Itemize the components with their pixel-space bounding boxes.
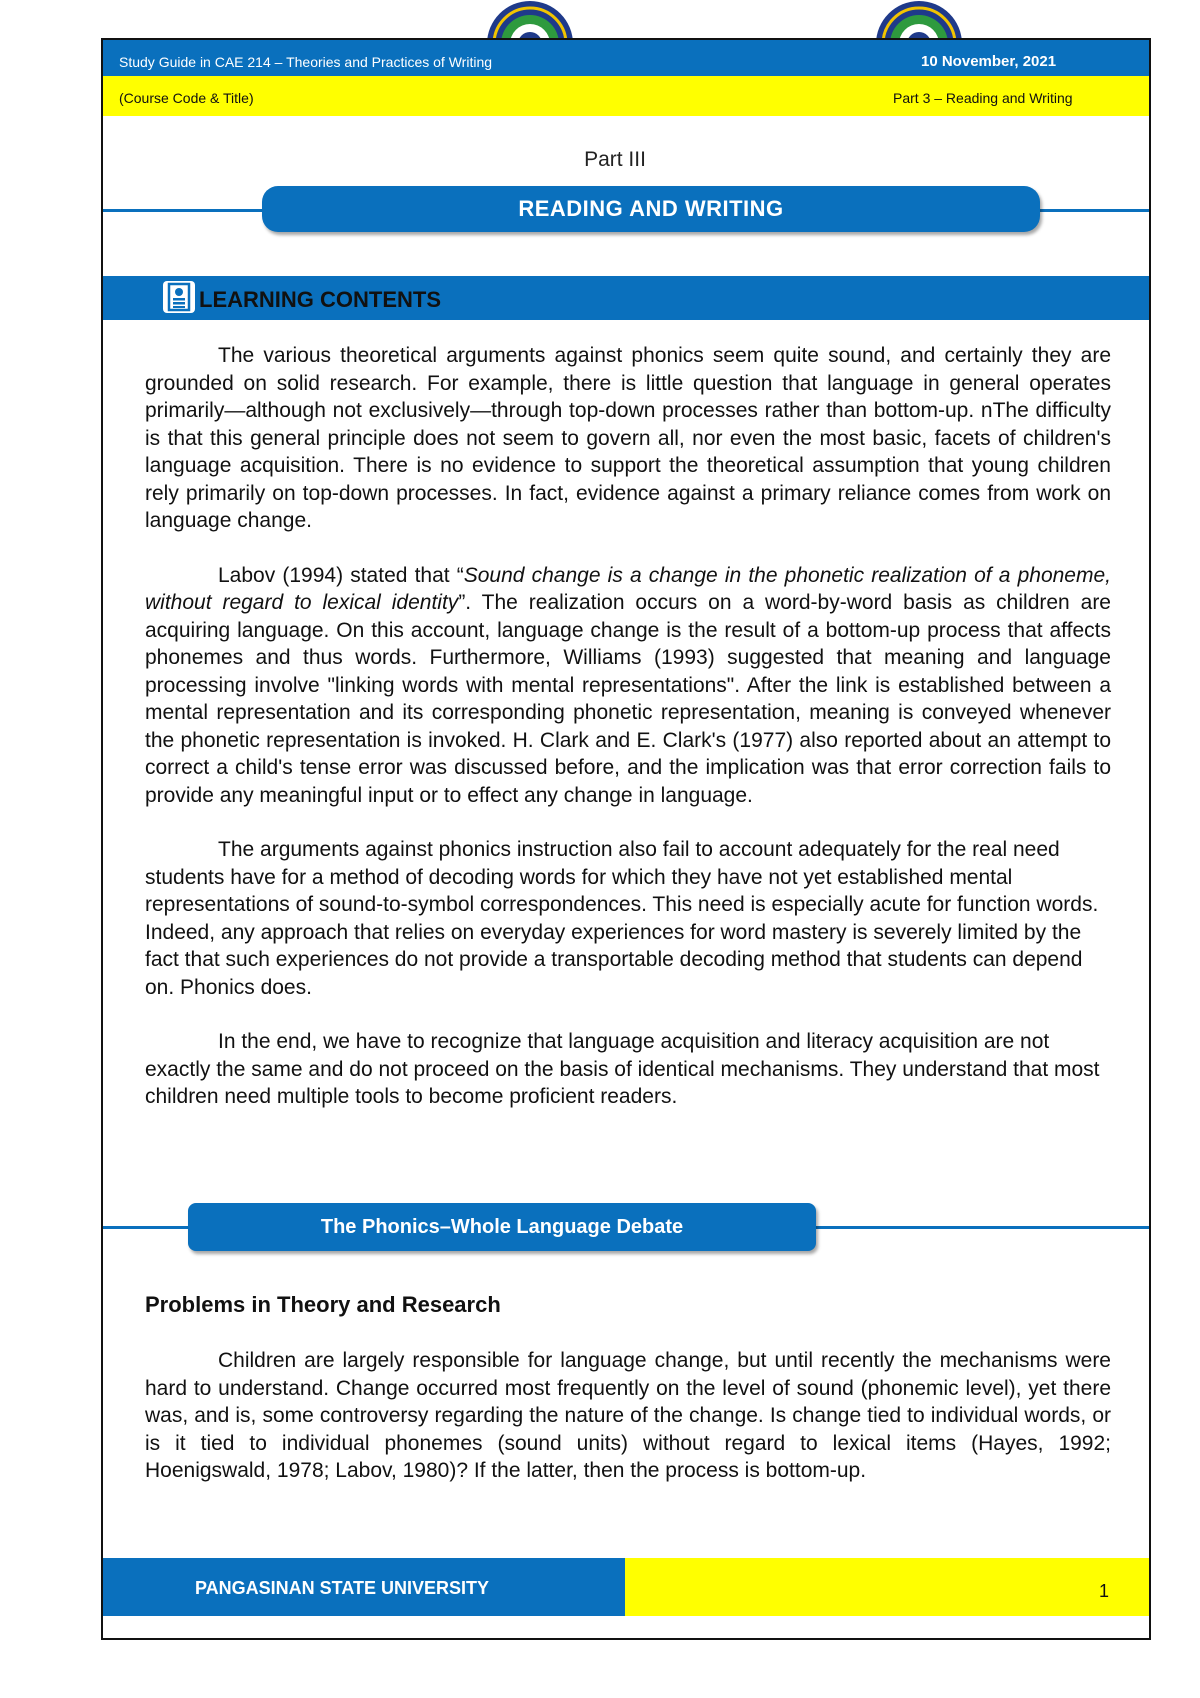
paragraph-2-rest: ”. The realization occurs on a word-by-word basis as children are acquiring language. On this account, language change is the result of a bottom-up process that affects phonemes and thus words. Furthermore, Williams (1993) suggested that meaning and language processing involve "linking words with mental representations". After the link is established between a mental representation and its corresponding phonetic representation, meaning is conveyed whenever the phonetic representation is invoked. H. Clark and E. Clark's (1977) also reported about an attempt to correct a child's tense error was discussed before, and the implication was that error correction fails to provide any meaningful input or to effect any change in language. [145, 591, 1111, 807]
header-date: 10 November, 2021 [921, 53, 1057, 70]
paragraph-2 [145, 562, 1111, 810]
footer-bar [103, 1558, 625, 1616]
paragraph-2-quote: Sound change is a change in the phonetic realization of a phoneme, without regard to lexical identity [145, 563, 1111, 614]
university-name: PANGASINAN STATE UNIVERSITY [195, 1578, 490, 1598]
debate-body [145, 1347, 1111, 1485]
paragraph-2-lead: Labov (1994) stated that “ [218, 563, 464, 587]
footer-page-area [625, 1558, 1149, 1616]
learning-contents-body [145, 342, 1111, 1111]
section-title-banner: READING AND WRITING [262, 186, 1040, 232]
header-bar [103, 40, 1149, 76]
paragraph-3: The arguments against phonics instruction also fail to account adequately for the real need students have for a method of decoding words for which they have not yet established mental representations of sound-to-symbol correspondences. This need is especially acute for function words. Indeed, any approach that relies on everyday experiences for word mastery is severely limited by the fact that such experiences do not provide a transportable decoding method that students can depend on. Phonics does. [145, 838, 1099, 999]
document-icon [163, 281, 195, 313]
university-seal-right-logo [875, 0, 963, 40]
subheader-bar [103, 76, 1149, 116]
course-title: Study Guide in CAE 214 – Theories and Practices of Writing [119, 54, 493, 70]
page-number: 1 [1098, 1581, 1109, 1601]
debate-paragraph-1: Children are largely responsible for language change, but until recently the mechanisms were hard to understand. Change occurred most frequently on the level of sound (phonemic level), yet there was, and is, some controversy regarding the nature of the change. Is change tied to individual words, or is it tied to individual phonemes (sound units) without regard to lexical items (Hayes, 1992; Hoenigswald, 1978; Labov, 1980)? If the latter, then the process is bottom-up. [145, 1349, 1111, 1482]
debate-banner: The Phonics–Whole Language Debate [188, 1203, 816, 1251]
paragraph-1: The various theoretical arguments against phonics seem quite sound, and certainly they are grounded on solid research. For example, there is little question that language in general operates primarily—although not exclusively—through top-down processes rather than bottom-up. nThe difficulty is that this general principle does not seem to govern all, nor even the most basic, facets of children's language acquisition. There is no evidence to support the theoretical assumption that young children rely primarily on top-down processes. In fact, evidence against a primary reliance comes from work on language change. [145, 344, 1111, 532]
part-label: Part 3 – Reading and Writing [893, 90, 1073, 106]
learning-contents-label: LEARNING CONTENTS [199, 287, 441, 312]
university-seal-left-logo [486, 0, 574, 40]
paragraph-4: In the end, we have to recognize that language acquisition and literacy acquisition are not exactly the same and do not proceed on the basis of identical mechanisms. They understand that most children need multiple tools to become proficient readers. [145, 1030, 1100, 1108]
part-number: Part III [584, 148, 646, 171]
section-heading: Problems in Theory and Research [145, 1292, 501, 1317]
learning-contents-bar [103, 276, 1149, 320]
course-code-label: (Course Code & Title) [119, 90, 254, 106]
